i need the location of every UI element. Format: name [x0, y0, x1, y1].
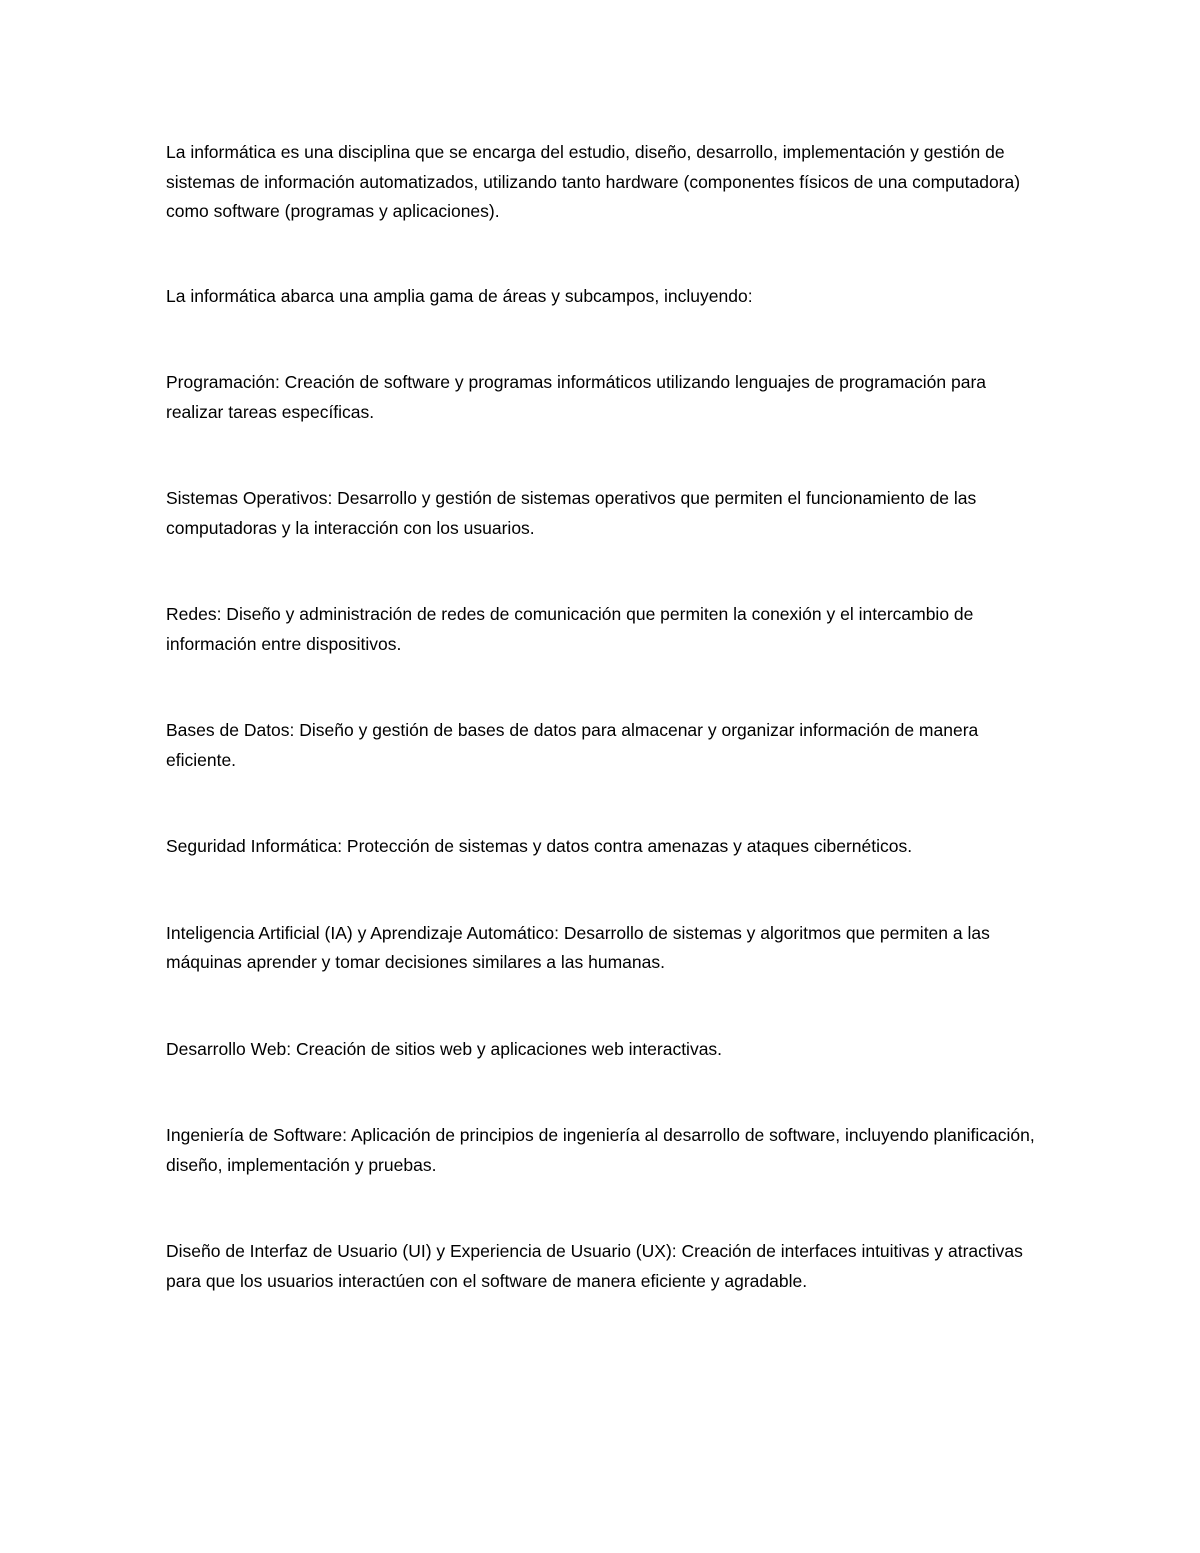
programacion-paragraph: Programación: Creación de software y programas informáticos utilizando lenguajes de programación para realizar tareas específicas. [166, 372, 987, 422]
seguridad-informatica-paragraph: Seguridad Informática: Protección de sistemas y datos contra amenazas y ataques cibernéticos. [166, 836, 913, 856]
ingenieria-software-paragraph: Ingeniería de Software: Aplicación de principios de ingeniería al desarrollo de software, incluyendo planificación, diseño, implementación y pruebas. [166, 1125, 1035, 1175]
intro-paragraph: La informática es una disciplina que se encarga del estudio, diseño, desarrollo, implementación y gestión de sistemas de información automatizados, utilizando tanto hardware (componentes físicos de una computadora) como software (programas y aplicaciones). [166, 142, 1021, 221]
sistemas-operativos-paragraph: Sistemas Operativos: Desarrollo y gestión de sistemas operativos que permiten el funcionamiento de las computadoras y la interacción con los usuarios. [166, 488, 977, 538]
diseno-ui-ux-paragraph: Diseño de Interfaz de Usuario (UI) y Experiencia de Usuario (UX): Creación de interfaces intuitivas y atractivas para que los usuarios interactúen con el software de manera eficiente y agradable. [166, 1241, 1023, 1291]
bases-de-datos-paragraph: Bases de Datos: Diseño y gestión de bases de datos para almacenar y organizar información de manera eficiente. [166, 720, 979, 770]
redes-paragraph: Redes: Diseño y administración de redes de comunicación que permiten la conexión y el intercambio de información entre dispositivos. [166, 604, 974, 654]
inteligencia-artificial-paragraph: Inteligencia Artificial (IA) y Aprendizaje Automático: Desarrollo de sistemas y algoritmos que permiten a las máquinas aprender y tomar decisiones similares a las humanas. [166, 922, 990, 972]
areas-intro-paragraph: La informática abarca una amplia gama de áreas y subcampos, incluyendo: [166, 285, 753, 306]
desarrollo-web-paragraph: Desarrollo Web: Creación de sitios web y aplicaciones web interactivas. [166, 1038, 723, 1059]
document-body [166, 138, 1046, 1353]
